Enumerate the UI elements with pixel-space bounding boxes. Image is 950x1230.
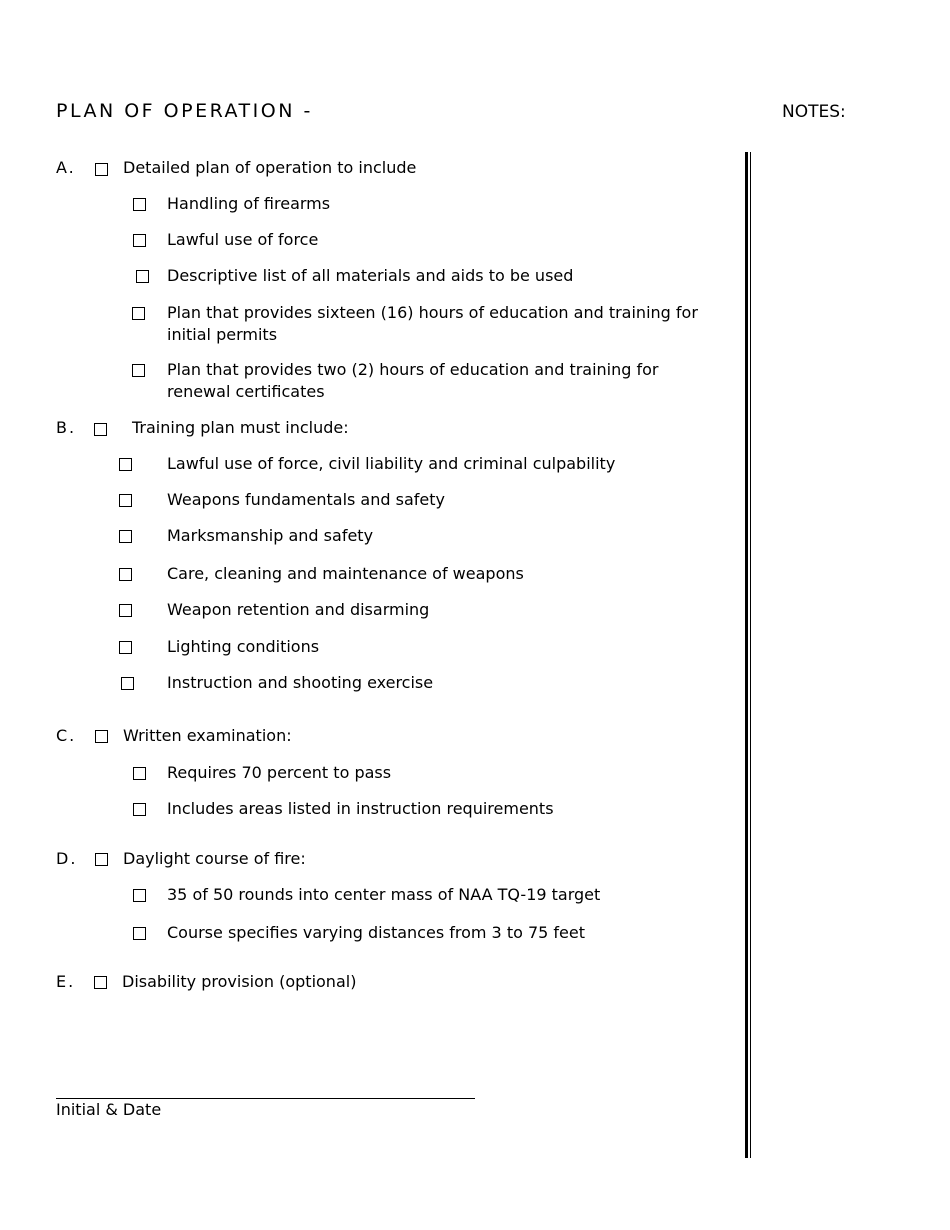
item-checkbox[interactable]	[119, 641, 132, 654]
item-checkbox[interactable]	[133, 889, 146, 902]
item-text: Instruction and shooting exercise	[167, 673, 434, 692]
item-checkbox[interactable]	[119, 568, 132, 581]
item-text: Lawful use of force, civil liability and criminal culpability	[167, 454, 616, 473]
item-checkbox[interactable]	[133, 234, 146, 247]
section-checkbox[interactable]	[95, 853, 108, 866]
item-text: 35 of 50 rounds into center mass of NAA TQ-19 target	[167, 885, 601, 904]
item-checkbox[interactable]	[119, 494, 132, 507]
item-text: Course specifies varying distances from 3 to 75 feet	[167, 923, 586, 942]
notes-divider	[745, 152, 748, 1158]
item-text: Lawful use of force	[167, 230, 319, 249]
item-checkbox[interactable]	[121, 677, 134, 690]
item-checkbox[interactable]	[133, 927, 146, 940]
section-letter: B.	[56, 418, 77, 437]
item-text: Requires 70 percent to pass	[167, 763, 392, 782]
section-label: Written examination:	[123, 726, 292, 745]
section-label: Training plan must include:	[132, 418, 349, 437]
section-letter: E.	[56, 972, 76, 991]
section-checkbox[interactable]	[95, 730, 108, 743]
item-checkbox[interactable]	[119, 458, 132, 471]
item-checkbox[interactable]	[119, 604, 132, 617]
item-checkbox[interactable]	[133, 767, 146, 780]
item-text: Care, cleaning and maintenance of weapons	[167, 564, 524, 583]
notes-label: NOTES:	[782, 102, 846, 122]
item-text: Handling of firearms	[167, 194, 331, 213]
section-letter: A.	[56, 158, 76, 177]
item-checkbox[interactable]	[132, 307, 145, 320]
notes-divider-thin	[750, 152, 751, 1158]
item-text: Descriptive list of all materials and aids to be used	[167, 266, 574, 285]
item-checkbox[interactable]	[136, 270, 149, 283]
item-text: Marksmanship and safety	[167, 526, 374, 545]
initial-date-label: Initial & Date	[56, 1100, 162, 1119]
section-label: Detailed plan of operation to include	[123, 158, 417, 177]
page-title: PLAN OF OPERATION -	[56, 100, 313, 122]
item-text: Lighting conditions	[167, 637, 320, 656]
item-checkbox[interactable]	[133, 803, 146, 816]
item-text: Weapon retention and disarming	[167, 600, 430, 619]
item-checkbox[interactable]	[132, 364, 145, 377]
item-text: Plan that provides sixteen (16) hours of education and training for	[167, 303, 698, 322]
item-text: Weapons fundamentals and safety	[167, 490, 445, 509]
item-text: renewal certificates	[167, 382, 325, 401]
section-label: Disability provision (optional)	[122, 972, 357, 991]
signature-line	[56, 1098, 475, 1099]
section-checkbox[interactable]	[94, 976, 107, 989]
item-text: Includes areas listed in instruction requirements	[167, 799, 554, 818]
section-checkbox[interactable]	[94, 423, 107, 436]
section-letter: C.	[56, 726, 77, 745]
section-label: Daylight course of fire:	[123, 849, 306, 868]
item-text: initial permits	[167, 325, 278, 344]
section-letter: D.	[56, 849, 78, 868]
item-text: Plan that provides two (2) hours of education and training for	[167, 360, 659, 379]
section-checkbox[interactable]	[95, 163, 108, 176]
item-checkbox[interactable]	[133, 198, 146, 211]
item-checkbox[interactable]	[119, 530, 132, 543]
